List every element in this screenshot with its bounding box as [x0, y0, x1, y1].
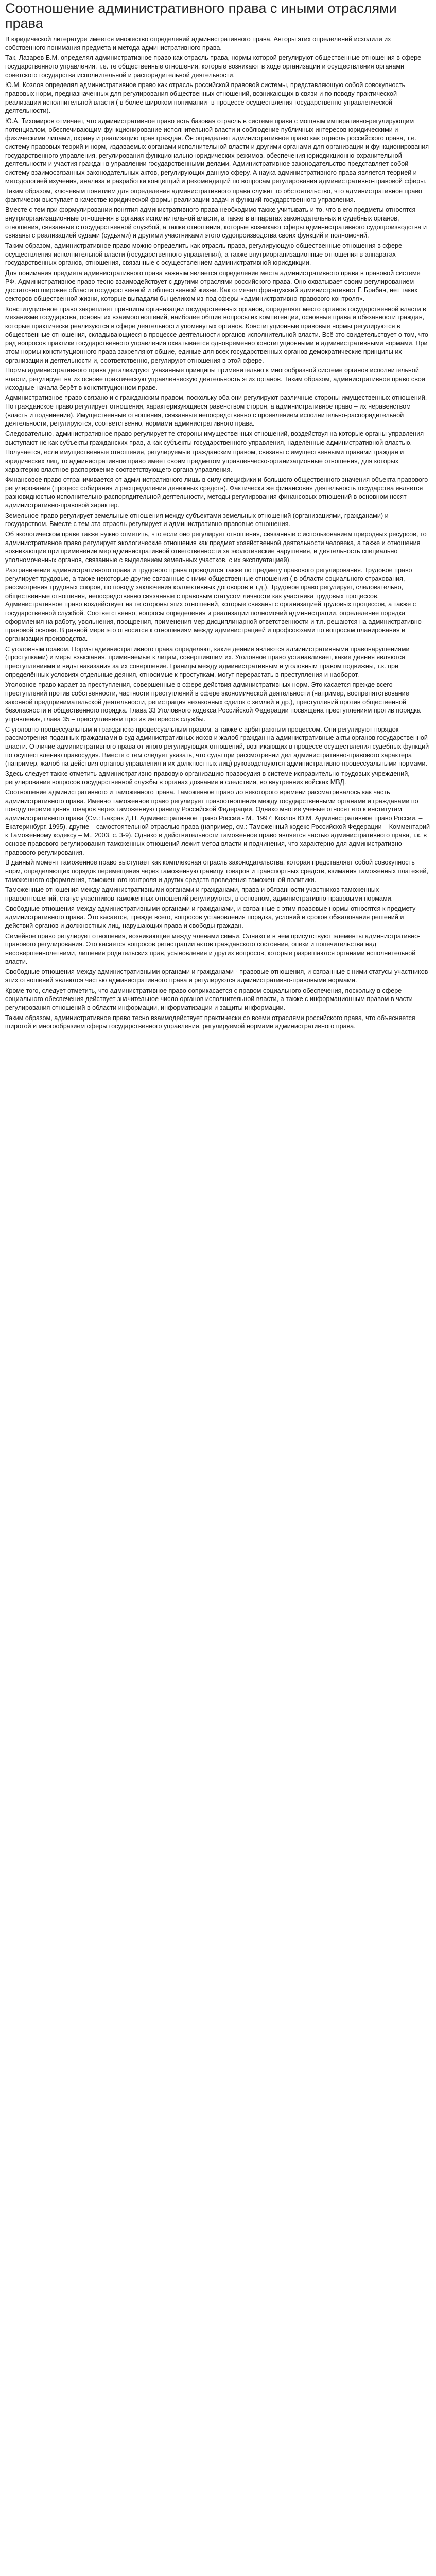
- article-paragraph: Семейное право регулирует отношения, возникающие между членами семьи. Однако и в нем присутствуют элементы административно-правового регулирования. Это касается вопросов регистрации актов гражданского состояния, опеки и попечительства над несовершеннолетними, лишения родительских прав, усыновления и других вопросов, которые разрешаются органами исполнительной власти.: [5, 932, 421, 965]
- article-paragraph: Таможенные отношения между административными органами и гражданами, права и обязанности участников таможенных правоотношений, статус участников таможенных отношений регулируются, в основном, административно-правовыми нормами.: [5, 886, 393, 902]
- article-paragraph: С уголовно-процессуальным и гражданско-процессуальным правом, а также с арбитражным процессом. Они регулируют порядок рассмотрения поданных гражданами в суд административных исков и жалоб граждан на административные акты органов государственной власти. Отличие административного права от иного регулирующих отношений, возникающих в процессе осуществления судебных функций по осуществлению правосудия. Вместе с тем следует указать, что суды при рассмотрении дел административно-правового характера (например, жалоб на действия органов управления и их должностных лиц) руководствуются административно-процессуальными нормами.: [5, 725, 429, 768]
- article-paragraph: В юридической литературе имеется множество определений административного права. Авторы этих определений исходили из собственного понимания предмета и метода административного права.: [5, 36, 391, 52]
- article-paragraph: Вместе с тем при формулировании понятия административного права необходимо также учитывать и то, что в его предметы относятся внутриорганизационные отношения в органах исполнительной власти, а также в аппаратах законодательных и судебных органов, отношения, связанные с государственной службой, а также отношения, которые возникают сферы административного судопроизводства и связаны с реализацией судами (судьями) и другими участниками этого судопроизводства своих функций и полномочий.: [5, 206, 427, 240]
- article-paragraph: Уголовное право карает за преступления, совершенные в сфере действия административных норм. Это касается прежде всего преступлений против собственности, частности преступлений в сфере экономической деятельности (например, воспрепятствование законной предпринимательской деятельности, регистрация незаконных сделок с землей и др.), преступлений против общественной безопасности и общественного порядка. Глава 33 Уголовного кодекса Российской Федерации посвящена преступлениям против порядка управления, глава 35 – преступлениям против интересов службы.: [5, 681, 421, 723]
- page-title: Соотношение административного права с иными отраслями права: [5, 1, 397, 31]
- article-paragraph: Земельное право регулирует земельные отношения между субъектами земельных отношений (организациями, гражданами) и государством. Вместе с тем эта отрасль регулирует и административно-правовые отношения.: [5, 512, 389, 528]
- article: [0, 1, 436, 1031]
- article-paragraph: Соотношение административного и таможенного права. Таможенное право до некоторого времени рассматривалось как часть административного права. Именно таможенное право регулирует правоотношения между государственными органами и гражданами по поводу перемещения товаров через таможенную границу Российской Федерации. Однако многие ученые относят его к институтам административного права (См.: Бахрах Д.Н. Административное право России.- М., 1997; Козлов Ю.М. Административное право России. – Екатеринбург, 1995), другие – самостоятельной отраслью права (например, см.: Таможенный кодекс Российской Федерации – Комментарий к Таможенному кодексу – М., 2003, с. 3-9). Однако в действительности таможенное право является частью административного права, т.к. в основе правового регулирования таможенных отношений лежит метод власти и подчинения, что характерно для административно-правового регулирования.: [5, 789, 430, 856]
- article-paragraph: Получается, если имущественные отношения, регулируемые гражданским правом, связаны с имущественными правами граждан и юридических лиц, то административное право имеет своим предметом управленческо-организационные отношения, для которых характерно властное распоряжение соответствующего органа управления.: [5, 449, 404, 473]
- article-paragraph: Таким образом, административное право можно определить как отрасль права, регулирующую общественные отношения в сфере осуществления исполнительной власти (государственного управления), а также внутриорганизационные отношения в аппаратах государственных органов, отношения, связанные с осуществлением административной юрисдикции.: [5, 242, 402, 267]
- article-paragraph: Так, Лазарев Б.М. определял административное право как отрасль права, нормы которой регулируют общественные отношения в сфере государственного управления, т.е. те общественные отношения, которые возникают в ходе организации и осуществления органами советского государства исполнительной и распорядительной деятельности.: [5, 54, 422, 79]
- article-paragraph: Здесь следует также отметить административно-правовую организацию правосудия в системе исправительно-трудовых учреждений, регулирование вопросов государственной службы в органах дознания и следствия, во внутренних войсках МВД.: [5, 770, 410, 786]
- article-paragraph: Свободные отношения между административными органами и гражданами, и связанные с этим правовые нормы относятся к предмету административного права. Это касается, прежде всего, вопросов установления порядка, условий и сроков обжалования решений и действий органов и должностных лиц, нарушающих права и свободы граждан.: [5, 905, 416, 929]
- article-paragraph: Нормы административного права детализируют указанные принципы применительно к многообразной системе органов исполнительной власти, регулирует на их основе практическую управленческую деятельность этих органов. Таким образом, административное право свои исходные начала берёт в конституционном праве.: [5, 367, 425, 392]
- article-paragraph: Таким образом, административное право тесно взаимодействует практически со всеми отраслями российского права, что объясняется широтой и многообразием сферы государственного управления, регулируемой нормами административного права.: [5, 1014, 415, 1030]
- article-paragraph: Таким образом, ключевым понятием для определения административного права служит то обстоятельство, что административное право фактически выступает в качестве юридической формы реализации задач и функций государственного управления.: [5, 188, 422, 204]
- article-paragraph: Административное право связано и с гражданским правом, поскольку оба они регулируют различные стороны имущественных отношений. Но гражданское право регулирует отношения, характеризующиеся равенством сторон, а административное право – их неравенством (власть и подчинение). Имущественные отношения, связанные непосредственно с проявлением исполнительно-распорядительной деятельности, регулируются, соответственно, нормами административного права.: [5, 394, 427, 428]
- article-body: [5, 35, 431, 1031]
- article-paragraph: С уголовным правом. Нормы административного права определяют, какие деяния являются административными правонарушениями (проступками) и меры взыскания, применяемые к лицам, совершившим их. Уголовное право устанавливает, какие деяния являются преступлениями и виды наказания за их совершение. Границы между административным и уголовным правом подвижны, т.к. при определённых условиях отдельные деяния, относимые к проступкам, могут перерастать в преступления и наоборот.: [5, 645, 410, 679]
- article-paragraph: Ю.А. Тихомиров отмечает, что административное право есть базовая отрасль в системе права с мощным императивно-регулирующим потенциалом, обеспечивающим функционирование исполнительной власти и соблюдение публичных интересов юридическими и физическими лицами, охрану и реализацию прав граждан. Он определяет административное право как отрасль российского права, т.е. систему правовых теорий и норм, издаваемых органами исполнительной власти и другими органами для организации и функционирования государственного управления, регулирования функционально-юридических режимов, обеспечения юрисдикционно-охранительной деятельности и участия граждан в управлении государственными делами. Административное законодательство представляет собой систему взаимосвязанных законодательных актов, регулирующих данную сферу. А наука административного права является теорией и методологией изучения, анализа и разработки концепций и рекомендаций по вопросам регулирования административно-правовой сферы.: [5, 117, 429, 185]
- article-paragraph: Разграничение административного права и трудового права проводится также по предмету правового регулирования. Трудовое право регулирует трудовые, а также некоторые другие связанные с ними общественные отношения ( в области социального страхования, рассмотрения трудовых споров, по поводу заключения коллективных договоров и т.д.). Трудовое право регулирует, следовательно, общественные отношения, непосредственно связанные с правовым статусом личности как участника трудовых процессов. Административное право воздействует на те стороны этих отношений, которые связаны с организацией трудовых процессов, а также с государственной службой. Соответственно, вопросы определения и реализации полномочий администрации, определение порядка оформления на работу, увольнения, поощрения, применения мер дисциплинарной ответственности и т.п. решаются на административно-правовой основе. В равной мере это относится к отношениям между администрацией и профсоюзами по вопросам планирования и организации производства.: [5, 566, 424, 642]
- article-paragraph: Свободные отношения между административными органами и гражданами - правовые отношения, и связанные с ними статусы участников этих отношений являются частью административного права и регулируются административно-правовыми нормами.: [5, 968, 428, 984]
- article-paragraph: Следовательно, административное право регулирует те стороны имущественных отношений, воздействуя на которые органы управления выступают не как субъекты гражданских прав, а как субъекты государственного управления, наделённые административной властью.: [5, 430, 424, 446]
- article-paragraph: Кроме того, следует отметить, что административное право соприкасается с правом социального обеспечения, поскольку в сфере социального обеспечения действует значительное число органов исполнительной власти, а также с информационным правом в части регулирования отношений в области информации, информатизации и защиты информации.: [5, 987, 413, 1011]
- article-paragraph: Для понимания предмета административного права важным является определение места административного права в правовой системе РФ. Административное право тесно взаимодействует с другими отраслями российского права. Оно охватывает своим регулированием достаточно широкие области государственной и общественной жизни. Как отмечал французский административист Г. Брабан, нет таких секторов общественной жизни, которые выпадали бы целиком из-под сферы «административно-правового контроля».: [5, 269, 421, 303]
- article-paragraph: Ю.М. Козлов определял административное право как отрасль российской правовой системы, представляющую собой совокупность правовых норм, предназначенных для регулирования общественных отношений, возникающих в связи и по поводу практической реализации исполнительной власти ( в более широком понимании- в процессе осуществления государственно-управленческой деятельности).: [5, 81, 406, 115]
- article-paragraph: Финансовое право отграничивается от административного лишь в силу специфики и большого общественного значения объекта правового регулирования (процесс собирания и распределения денежных средств). Фактически же финансовая деятельность государства является разновидностью исполнительно-распорядительной деятельности, методы регулирования финансовых отношений в основном носят административно-правовой характер.: [5, 476, 428, 510]
- article-paragraph: Об экологическом праве также нужно отметить, что если оно регулирует отношения, связанные с использованием природных ресурсов, то административное право регулирует экологические отношения как предмет хозяйственной деятельности человека, а также и отношения возникающие при применении мер административной ответственности за экологические нарушения, и деятельность специально уполномоченных органов, связанные с выделением земельных участков, с их эксплуатацией).: [5, 531, 427, 564]
- article-paragraph: В данный момент таможенное право выступает как комплексная отрасль законодательства, которая представляет собой совокупность норм, определяющих порядок перемещения через таможенную границу товаров и транспортных средств, взимания таможенных платежей, таможенного оформления, таможенного контроля и других средств проведения таможенной политики.: [5, 859, 428, 884]
- article-paragraph: Конституционное право закрепляет принципы организации государственных органов, определяет место органов государственной власти в механизме государства, основы их взаимоотношений, наиболее общие вопросы их компетенции, основные права и обязанности граждан, которые практически реализуются в сфере деятельности упомянутых органов. Конституционные правовые нормы регулируются в общественные отношения, складывающиеся в процессе деятельности органов исполнительной власти. Всё это свидетельствует о том, что ряд вопросов практики государственного управления охватывается одновременно конституционными и административными нормами. При этом нормы конституционного права закрепляют общие, единые для всех государственных органов демократические принципы их организации и деятельности и, соответственно, регулируют отношения в этой сфере.: [5, 305, 428, 364]
